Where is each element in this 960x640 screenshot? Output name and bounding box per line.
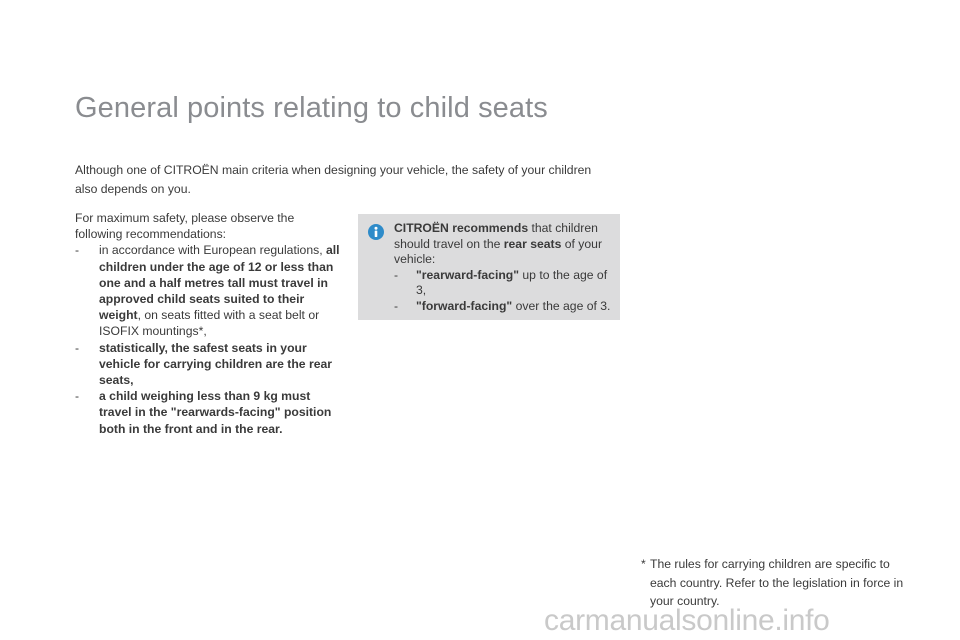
info-box-item-plain: over the age of 3. bbox=[512, 298, 611, 313]
info-box-item-plain: up to the age of 3, bbox=[416, 267, 608, 298]
list-item-text-plain: in accordance with European regulations, bbox=[99, 243, 326, 258]
info-box-item bbox=[394, 268, 614, 299]
recommendations-column bbox=[75, 210, 340, 437]
list-dash: - bbox=[394, 267, 399, 282]
list-item bbox=[75, 242, 340, 339]
footnote bbox=[641, 555, 911, 611]
list-item-text-bold: statistically, the safest seats in your vehicle for carrying children are the rear seats, bbox=[99, 340, 333, 388]
list-dash: - bbox=[75, 243, 80, 258]
watermark-text: carmanualsonline.info bbox=[544, 604, 830, 637]
info-box-item-text bbox=[416, 268, 614, 299]
list-item-text-bold: all children under the age of 12 or less than one and a half metres tall must travel in approved child seats suited to their weight bbox=[99, 243, 340, 323]
info-box-item bbox=[394, 299, 614, 315]
info-box-item-text bbox=[416, 299, 610, 315]
info-box-text: of your vehicle: bbox=[394, 236, 603, 267]
intro-paragraph: Although one of CITROËN main criteria when designing your vehicle, the safety of your children also depends on you. bbox=[75, 163, 592, 196]
list-item bbox=[75, 388, 340, 437]
info-box-bold: CITROËN recommends bbox=[394, 221, 529, 235]
footnote-star: * bbox=[641, 557, 646, 571]
page-title: General points relating to child seats bbox=[75, 92, 548, 124]
list-dash: - bbox=[394, 298, 399, 313]
info-box-item-bold: "rearward-facing" bbox=[416, 267, 519, 282]
list-item bbox=[75, 340, 340, 389]
list-item-text-plain: , on seats fitted with a seat belt or ISOFIX mountings*, bbox=[99, 308, 320, 339]
footnote-text: The rules for carrying children are specific to each country. Refer to the legislation in force in your country. bbox=[650, 557, 904, 608]
info-box-content bbox=[394, 221, 614, 315]
list-item-text-bold: a child weighing less than 9 kg must travel in the "rearwards-facing" position both in the front and in the rear. bbox=[99, 389, 332, 436]
info-box-text: that children should travel on the bbox=[394, 221, 598, 251]
info-box bbox=[358, 214, 620, 320]
recommendations-lead: For maximum safety, please observe the following recommendations: bbox=[75, 211, 295, 242]
list-dash: - bbox=[75, 340, 80, 355]
info-box-bold: rear seats bbox=[503, 236, 562, 251]
info-box-item-bold: "forward-facing" bbox=[416, 298, 513, 313]
info-icon bbox=[368, 224, 384, 240]
list-dash: - bbox=[75, 389, 80, 404]
list-item-text bbox=[99, 242, 340, 339]
info-box-lead bbox=[394, 221, 614, 268]
